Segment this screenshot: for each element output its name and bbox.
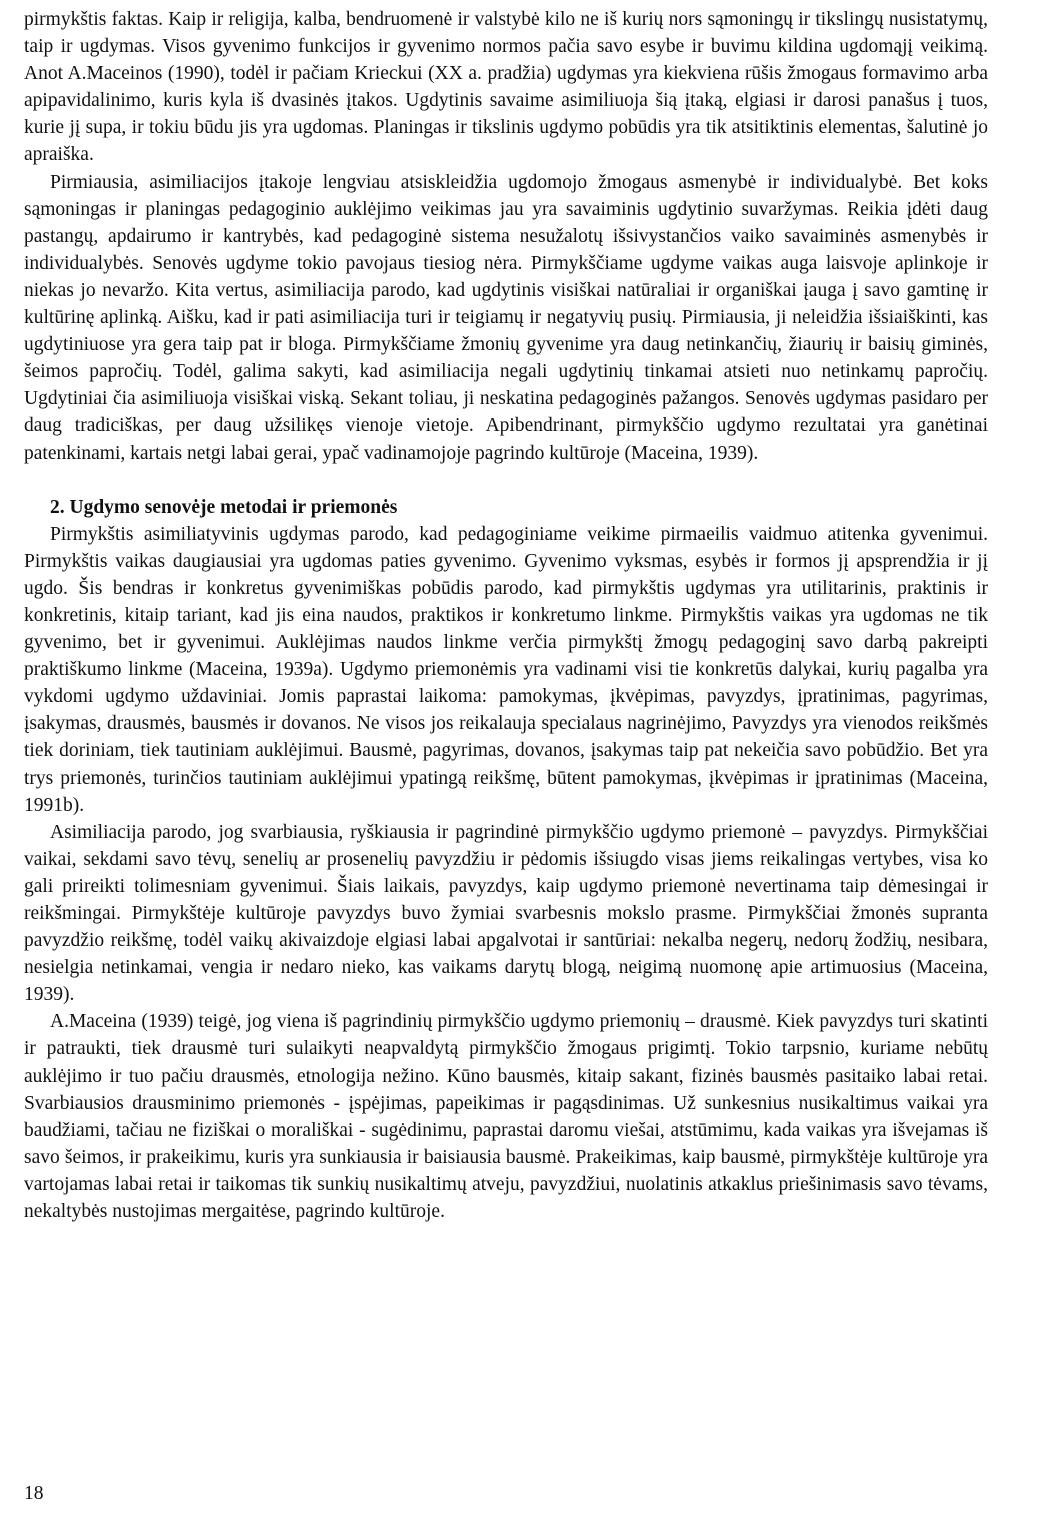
body-paragraph: Pirmykštis asimiliatyvinis ugdymas parodo, kad pedagoginiame veikime pirmaeilis vaidmuo atitenka gyvenimui. Pirmykštis vaikas daugiausiai yra ugdomas paties gyvenimo. Gyvenimo vyksmas, esybės ir formos jį apsprendžia ir jį ugdo. Šis bendras ir konkretus gyvenimiškas pobūdis parodo, kad pirmykštis ugdymas yra utilitarinis, praktinis ir konkretinis, kitaip tariant, kad jis eina naudos, praktikos ir konkretumo linkme. Pirmykštis vaikas yra ugdomas ne tik gyvenimo, bet ir gyvenimui. Auklėjimas naudos linkme verčia pirmykštį žmogų pedagoginį savo darbą pakreipti praktiškumo linkme (Maceina, 1939a). Ugdymo priemonėmis yra vadinami visi tie konkretūs dalykai, kurių pagalba yra vykdomi ugdymo uždaviniai. Jomis paprastai laikoma: pamokymas, įkvėpimas, pavyzdys, įpratinimas, pagyrimas, įsakymas, drausmės, bausmės ir dovanos. Ne visos jos reikalauja specialaus nagrinėjimo, Pavyzdys yra vienodos reikšmės tiek doriniam, tiek tautiniam auklėjimui. Bausmė, pagyrimas, dovanos, įsakymas taip pat nekeičia savo pobūdžio. Bet yra trys priemonės, turinčios tautiniam auklėjimui ypatingą reikšmę, būtent pamokymas, įkvėpimas ir įpratinimas (Maceina, 1991b). xyxy=(24,523,988,816)
body-paragraph: Asimiliacija parodo, jog svarbiausia, ryškiausia ir pagrindinė pirmykščio ugdymo priemonė – pavyzdys. Pirmykščiai vaikai, sekdami savo tėvų, senelių ar prosenelių pavyzdžiu ir pėdomis išsiugdo visas jiems reikalingas vertybes, visa ko gali prireikti tolimesniam gyvenimui. Šiais laikais, pavyzdys, kaip ugdymo priemonė nevertinama taip dėmesingai ir reikšmingai. Pirmykštėje kultūroje pavyzdys buvo žymiai svarbesnis mokslo prasme. Pirmykščiai žmonės supranta pavyzdžio reikšmę, todėl vaikų akivaizdoje elgiasi labai apgalvotai ir santūriai: nekalba negerų, nedorų žodžių, nesibara, nesielgia netinkamai, vengia ir nedaro nieko, kas vaikams darytų blogą, neigimą nuomonę apie artimuosius (Maceina, 1939). xyxy=(24,821,988,1006)
section-heading: 2. Ugdymo senovėje metodai ir priemonės xyxy=(50,496,398,518)
body-paragraph: pirmykštis faktas. Kaip ir religija, kalba, bendruomenė ir valstybė kilo ne iš kurių nors sąmoningų ir tikslingų nusistatymų, taip ir ugdymas. Visos gyvenimo funkcijos ir gyvenimo normos pačia savo esybe ir buvimu kildina ugdomąjį veikimą. Anot A.Maceinos (1990), todėl ir pačiam Krieckui (XX a. pradžia) ugdymas yra kiekviena rūšis žmogaus formavimo arba apipavidalinimo, kuris kyla iš dvasinės įtakos. Ugdytinis savaime asimiliuoja šią įtaką, elgiasi ir darosi panašus į tuos, kurie jį supa, ir tokiu būdu jis yra ugdomas. Planingas ir tikslinis ugdymo pobūdis yra tik atsitiktinis elementas, šalutinė jo apraiška. xyxy=(24,9,988,166)
document-page xyxy=(24,6,988,1225)
body-paragraph: A.Maceina (1939) teigė, jog viena iš pagrindinių pirmykščio ugdymo priemonių – drausmė. Kiek pavyzdys turi skatinti ir patraukti, tiek drausmė turi sulaikyti neapvaldytą pirmykščio žmogaus prigimtį. Tokio tarpsnio, kuriame nebūtų auklėjimo ir tuo pačiu drausmės, etnologija nežino. Kūno bausmės, kitaip sakant, fizinės bausmės pasitaiko labai retai. Svarbiausios drausminimo priemonės - įspėjimas, papeikimas ir pagąsdinimas. Už sunkesnius nusikaltimus vaikai yra baudžiami, tačiau ne fiziškai o morališkai - sugėdinimu, paprastai daromu viešai, atstūmimu, kada vaikas yra išvejamas iš savo šeimos, ir prakeikimu, kuris yra sunkiausia ir baisiausia bausmė. Prakeikimas, kaip bausmė, pirmykštėje kultūroje yra vartojamas labai retai ir taikomas tik sunkių nusikaltimų atveju, pavyzdžiui, nuolatinis atkaklus priešinimasis savo tėvams, nekaltybės nustojimas mergaitėse, pagrindo kultūroje. xyxy=(24,1011,988,1223)
page-number: 18 xyxy=(24,1483,44,1504)
body-paragraph: Pirmiausia, asimiliacijos įtakoje lengviau atsiskleidžia ugdomojo žmogaus asmenybė ir individualybė. Bet koks sąmoningas ir planingas pedagoginio auklėjimo veikimas jau yra savaiminis ugdytinio suvaržymas. Reikia įdėti daug pastangų, apdairumo ir kantrybės, kad pedagoginė sistema nesužalotų išsivystančios vaiko savaiminės asmenybės ir individualybės. Senovės ugdyme tokio pavojaus tiesiog nėra. Pirmykščiame ugdyme vaikas auga laisvoje aplinkoje ir niekas jo nevaržo. Kita vertus, asimiliacija parodo, kad ugdytinis visiškai natūraliai ir organiškai įauga į savo gamtinę ir kultūrinę aplinką. Aišku, kad ir pati asimiliacija turi ir teigiamų ir negatyvių pusių. Pirmiausia, ji neleidžia išsiaiškinti, kas ugdytiniuose yra gera taip pat ir bloga. Pirmykščiame žmonių gyvenime yra daug netinkančių, žiaurių ir baisių giminės, šeimos papročių. Todėl, galima sakyti, kad asimiliacija negali ugdytinių tinkamai atsieti nuo netinkamų papročių. Ugdytiniai čia asimiliuoja visiškai viską. Sekant toliau, ji neskatina pedagoginės pažangos. Senovės ugdymas pasidaro per daug tradiciškas, per daug užsilikęs vienoje vietoje. Apibendrinant, pirmykščio ugdymo rezultatai yra ganėtinai patenkinami, kartais netgi labai gerai, ypač vadinamojoje pagrindo kultūroje (Maceina, 1939). xyxy=(24,171,988,464)
